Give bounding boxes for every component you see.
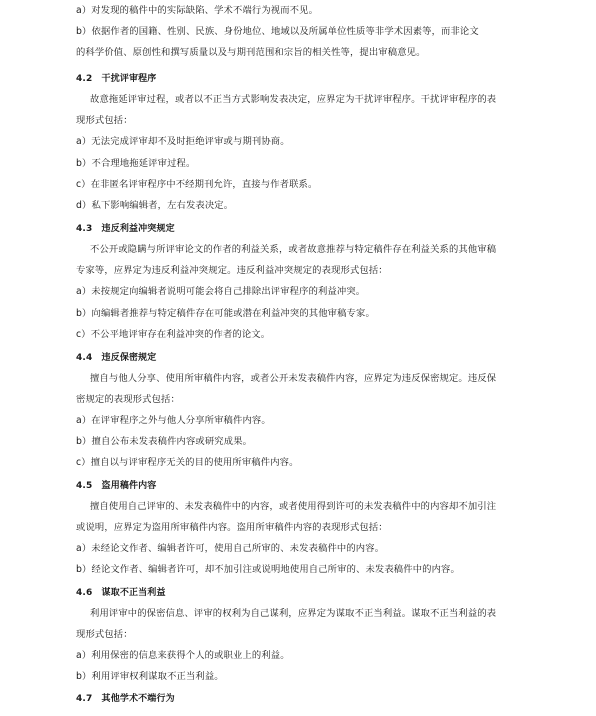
list-item: b）擅自公布未发表稿件内容或研究成果。: [76, 436, 253, 447]
paragraph-line: 的科学价值、原创性和撰写质量以及与期刊范围和宗旨的相关性等，提出审稿意见。: [76, 47, 426, 58]
list-item: c）擅自以与评审程序无关的目的使用所审稿件内容。: [76, 457, 299, 468]
paragraph-line: 不公开或隐瞒与所评审论文的作者的利益关系，或者故意推荐与特定稿件存在利益关系的其他审稿: [90, 244, 497, 255]
list-item: c）在非匿名评审程序中不经期刊允许，直接与作者联系。: [76, 179, 318, 190]
paragraph-line: 密规定的表现形式包括：: [76, 394, 180, 405]
section-heading: 4.7 其他学术不端行为: [76, 694, 175, 704]
section-heading: 4.5 盗用稿件内容: [76, 481, 157, 491]
section-heading: 4.4 违反保密规定: [76, 353, 157, 363]
paragraph-line: 现形式包括：: [76, 115, 133, 126]
section-heading: 4.6 谋取不正当利益: [76, 588, 166, 598]
list-item: a）利用保密的信息来获得个人的或职业上的利益。: [76, 650, 290, 661]
list-item: c）不公平地评审存在利益冲突的作者的论文。: [76, 329, 271, 340]
list-item: b）不合理地拖延评审过程。: [76, 158, 196, 169]
paragraph-line: 专家等，应界定为违反利益冲突规定。违反利益冲突规定的表现形式包括：: [76, 265, 388, 276]
section-heading: 4.3 违反利益冲突规定: [76, 224, 175, 234]
paragraph-line: 擅自与他人分享、使用所审稿件内容，或者公开未发表稿件内容，应界定为违反保密规定。违反保: [90, 373, 497, 384]
list-item: b）利用评审权利谋取不正当利益。: [76, 671, 224, 682]
list-item: a）无法完成评审却不及时拒绝评审或与期刊协商。: [76, 136, 290, 147]
list-item: a）未按规定向编辑者说明可能会将自己排除出评审程序的利益冲突。: [76, 286, 366, 297]
list-item: b）依据作者的国籍、性别、民族、身份地位、地域以及所属单位性质等非学术因素等，而非论文: [76, 26, 479, 37]
list-item: b）向编辑者推荐与特定稿件存在可能或潜在利益冲突的其他审稿专家。: [76, 308, 375, 319]
paragraph-line: 故意拖延评审过程，或者以不正当方式影响发表决定，应界定为干扰评审程序。干扰评审程序的表: [90, 94, 497, 105]
paragraph-line: 擅自使用自己评审的、未发表稿件中的内容，或者使用得到许可的未发表稿件中的内容却不加引注: [90, 501, 497, 512]
list-item: a）对发现的稿件中的实际缺陷、学术不端行为视而不见。: [76, 5, 319, 16]
list-item: d）私下影响编辑者，左右发表决定。: [76, 200, 234, 211]
paragraph-line: 现形式包括：: [76, 629, 133, 640]
paragraph-line: 或说明，应界定为盗用所审稿件内容。盗用所审稿件内容的表现形式包括：: [76, 522, 388, 533]
section-heading: 4.2 干扰评审程序: [76, 74, 157, 84]
paragraph-line: 利用评审中的保密信息、评审的权利为自己谋利，应界定为谋取不正当利益。谋取不正当利益的表: [90, 608, 497, 619]
list-item: a）未经论文作者、编辑者许可，使用自己所审的、未发表稿件中的内容。: [76, 543, 385, 554]
list-item: b）经论文作者、编辑者许可，却不加引注或说明地使用自己所审的、未发表稿件中的内容。: [76, 564, 460, 575]
list-item: a）在评审程序之外与他人分享所审稿件内容。: [76, 415, 271, 426]
